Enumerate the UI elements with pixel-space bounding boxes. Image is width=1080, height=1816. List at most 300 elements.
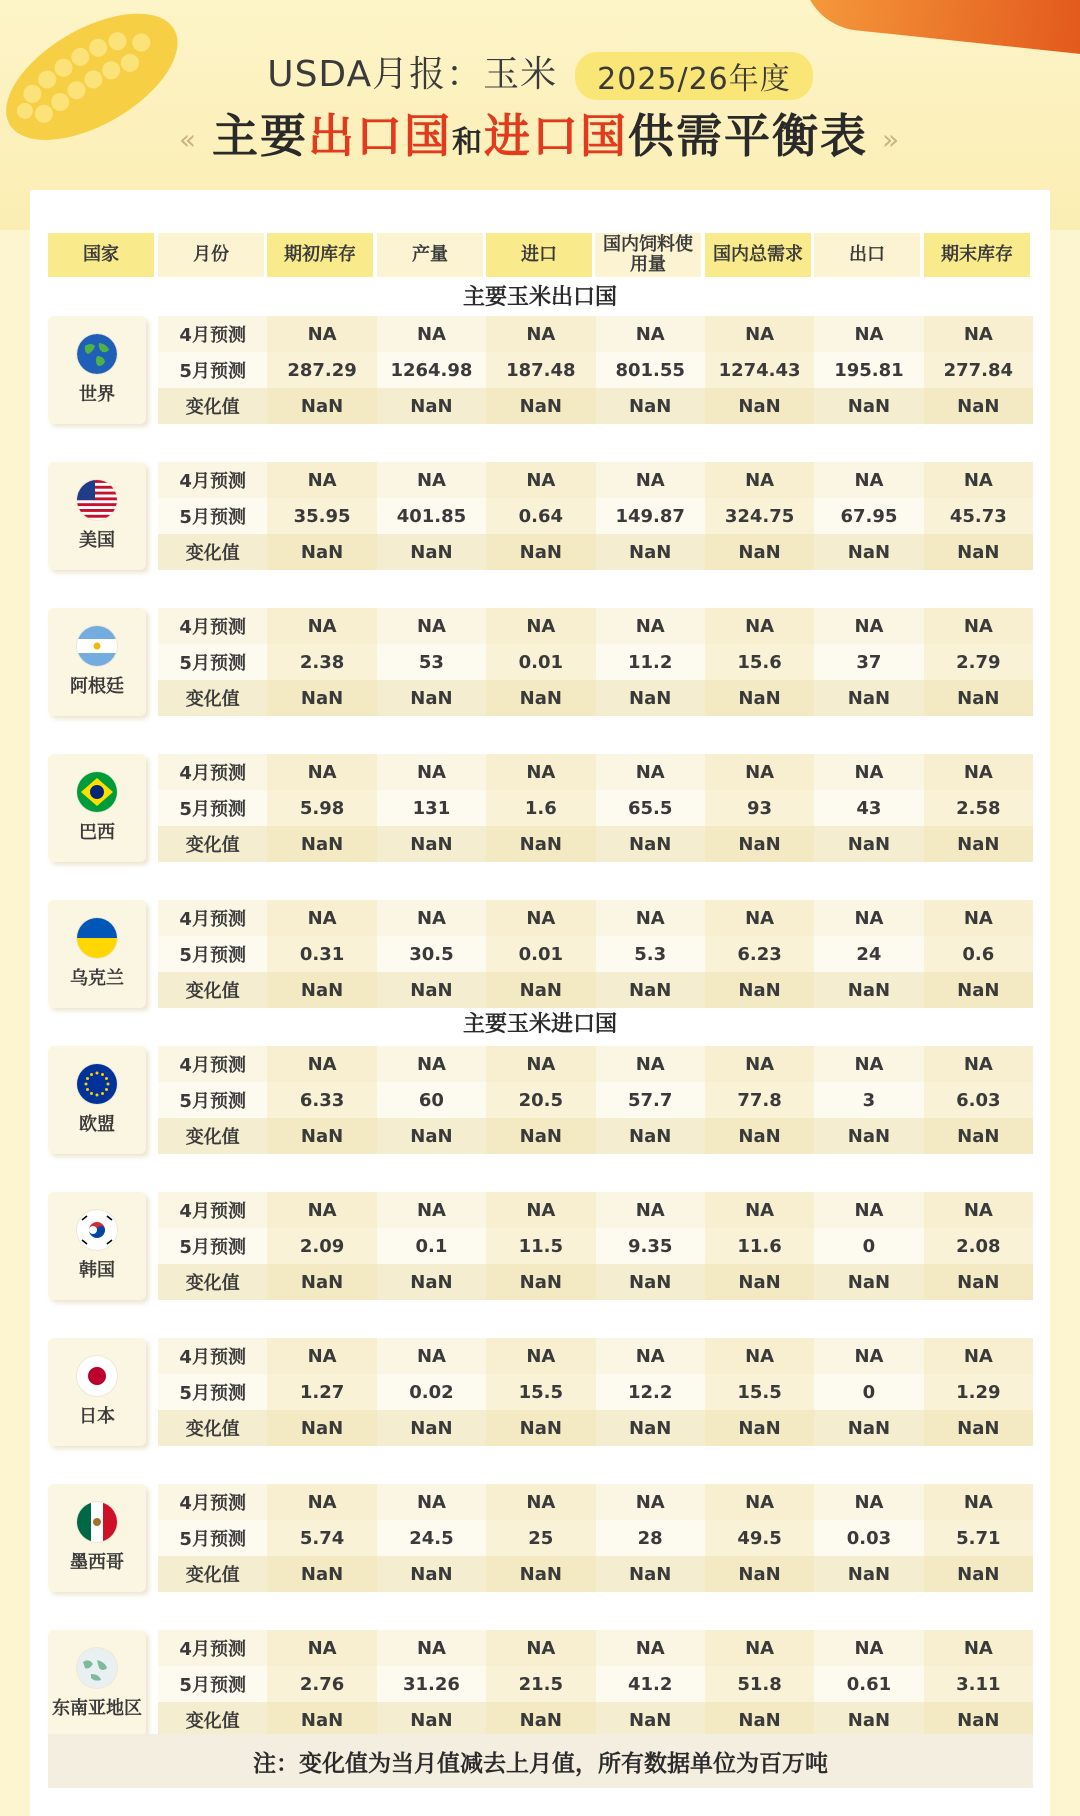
country-cell xyxy=(48,608,146,716)
value-cell: NaN xyxy=(267,972,376,1008)
country-block xyxy=(48,608,1033,716)
value-cell: NA xyxy=(635,615,665,637)
value-cell: NA xyxy=(635,907,665,929)
chevron-right-icon: » xyxy=(882,123,902,156)
value-cell: NaN xyxy=(705,826,814,862)
table-row xyxy=(158,900,1033,936)
value-cell: NA xyxy=(705,1338,814,1374)
value-cell: 401.85 xyxy=(396,505,467,527)
value-cell: NA xyxy=(924,1192,1033,1228)
value-cell: 24 xyxy=(856,943,882,965)
table-row xyxy=(158,1228,1033,1264)
value-cell: NA xyxy=(267,316,376,352)
value-cell: NaN xyxy=(267,1264,376,1300)
title-part: 供需平衡表 xyxy=(628,109,868,163)
value-cell: NA xyxy=(924,608,1033,644)
country-cell xyxy=(48,462,146,570)
value-cell: NA xyxy=(267,1338,376,1374)
country-name: 墨西哥 xyxy=(70,1552,124,1573)
value-cell: NA xyxy=(486,608,595,644)
value-cell: NaN xyxy=(267,680,376,716)
row-label: 5月预测 xyxy=(179,1237,246,1258)
value-cell: NA xyxy=(924,900,1033,936)
value-cell: 31.26 xyxy=(402,1673,460,1695)
value-cell: 21.5 xyxy=(486,1666,595,1702)
value-cell: 57.7 xyxy=(627,1089,673,1111)
value-cell: 37 xyxy=(856,651,882,673)
title-part: 和 xyxy=(452,125,484,160)
table-row xyxy=(158,352,1033,388)
value-cell: NA xyxy=(267,1484,376,1520)
value-cell: NA xyxy=(924,1338,1033,1374)
value-cell: NA xyxy=(486,462,595,498)
value-cell: NaN xyxy=(629,687,672,709)
value-cell: NA xyxy=(267,1630,376,1666)
table-row xyxy=(158,1410,1033,1446)
value-cell: 45.73 xyxy=(924,498,1033,534)
row-label: 4月预测 xyxy=(179,1639,246,1660)
table-row xyxy=(158,388,1033,424)
value-cell: NaN xyxy=(629,1709,672,1731)
row-label: 变化值 xyxy=(185,981,240,1002)
value-cell: NA xyxy=(854,1053,884,1075)
table-row xyxy=(158,644,1033,680)
value-cell: NaN xyxy=(629,1417,672,1439)
table-row xyxy=(158,1082,1033,1118)
row-label: 5月预测 xyxy=(179,361,246,382)
value-cell: NaN xyxy=(705,972,814,1008)
country-cell xyxy=(48,1630,146,1738)
value-cell: NA xyxy=(416,761,446,783)
value-cell: NA xyxy=(416,1053,446,1075)
country-block xyxy=(48,1192,1033,1300)
country-rows xyxy=(158,1630,1033,1738)
row-label: 5月预测 xyxy=(179,1383,246,1404)
table-row xyxy=(158,1520,1033,1556)
row-label: 4月预测 xyxy=(179,1201,246,1222)
value-cell: NaN xyxy=(924,1556,1033,1592)
value-cell: 35.95 xyxy=(267,498,376,534)
value-cell: NaN xyxy=(486,1264,595,1300)
value-cell: NA xyxy=(635,469,665,491)
value-cell: NA xyxy=(635,323,665,345)
value-cell: NaN xyxy=(486,1410,595,1446)
value-cell: 0 xyxy=(862,1235,876,1257)
value-cell: 2.09 xyxy=(267,1228,376,1264)
value-cell: 28 xyxy=(637,1527,663,1549)
row-label: 4月预测 xyxy=(179,1493,246,1514)
table-row xyxy=(158,1484,1033,1520)
row-label: 4月预测 xyxy=(179,909,246,930)
value-cell: NaN xyxy=(410,979,453,1001)
country-block xyxy=(48,754,1033,862)
country-rows xyxy=(158,462,1033,570)
country-name: 日本 xyxy=(79,1406,115,1427)
row-label: 5月预测 xyxy=(179,507,246,528)
value-cell: NA xyxy=(854,615,884,637)
value-cell: NA xyxy=(416,469,446,491)
value-cell: 6.23 xyxy=(705,936,814,972)
report-title xyxy=(0,46,1080,100)
value-cell: NaN xyxy=(410,833,453,855)
column-header: 月份 xyxy=(158,233,264,277)
value-cell: NaN xyxy=(847,687,891,709)
value-cell: NaN xyxy=(847,1709,891,1731)
southeast-asia-map-icon xyxy=(77,1648,117,1688)
value-cell: NA xyxy=(924,1046,1033,1082)
value-cell: 11.2 xyxy=(627,651,673,673)
row-label: 5月预测 xyxy=(179,1091,246,1112)
row-label: 变化值 xyxy=(185,1419,240,1440)
row-label: 5月预测 xyxy=(179,1529,246,1550)
table-row xyxy=(158,1118,1033,1154)
value-cell: NA xyxy=(416,1491,446,1513)
value-cell: NaN xyxy=(267,1118,376,1154)
value-cell: NaN xyxy=(705,534,814,570)
value-cell: NaN xyxy=(629,541,672,563)
footnote: 注：变化值为当月值减去上月值，所有数据单位为百万吨 xyxy=(48,1734,1033,1788)
table-row xyxy=(158,1630,1033,1666)
value-cell: NaN xyxy=(629,1563,672,1585)
country-name: 世界 xyxy=(79,384,115,405)
value-cell: NaN xyxy=(924,1410,1033,1446)
value-cell: NA xyxy=(486,316,595,352)
value-cell: NA xyxy=(486,1338,595,1374)
country-name: 欧盟 xyxy=(79,1114,115,1135)
value-cell: NaN xyxy=(705,388,814,424)
country-block xyxy=(48,1046,1033,1154)
value-cell: 0.01 xyxy=(486,644,595,680)
country-cell xyxy=(48,1338,146,1446)
row-label: 4月预测 xyxy=(179,325,246,346)
value-cell: 12.2 xyxy=(627,1381,673,1403)
value-cell: NA xyxy=(267,1046,376,1082)
chevron-left-icon: « xyxy=(178,123,198,156)
table-row xyxy=(158,316,1033,352)
value-cell: 11.5 xyxy=(486,1228,595,1264)
value-cell: 60 xyxy=(418,1089,444,1111)
country-name: 韩国 xyxy=(79,1260,115,1281)
value-cell: NA xyxy=(635,761,665,783)
table-row xyxy=(158,462,1033,498)
value-cell: NA xyxy=(416,907,446,929)
country-rows xyxy=(158,316,1033,424)
country-cell xyxy=(48,1192,146,1300)
value-cell: 5.71 xyxy=(924,1520,1033,1556)
value-cell: NA xyxy=(854,323,884,345)
ukraine-flag-icon xyxy=(77,918,117,958)
value-cell: NaN xyxy=(486,826,595,862)
country-cell xyxy=(48,900,146,1008)
value-cell: NaN xyxy=(267,534,376,570)
row-label: 变化值 xyxy=(185,1273,240,1294)
value-cell: NaN xyxy=(847,1271,891,1293)
value-cell: NaN xyxy=(410,1271,453,1293)
value-cell: 65.5 xyxy=(627,797,673,819)
value-cell: NA xyxy=(705,462,814,498)
value-cell: NaN xyxy=(924,972,1033,1008)
value-cell: 187.48 xyxy=(486,352,595,388)
value-cell: NA xyxy=(267,608,376,644)
value-cell: NA xyxy=(705,1484,814,1520)
value-cell: 0.02 xyxy=(409,1381,454,1403)
column-header: 产量 xyxy=(377,233,483,277)
value-cell: NaN xyxy=(847,833,891,855)
value-cell: NaN xyxy=(410,1709,453,1731)
value-cell: NA xyxy=(416,1199,446,1221)
year-badge: 2025/26年度 xyxy=(575,52,813,100)
column-header: 国内饲料使用量 xyxy=(595,233,701,277)
value-cell: NaN xyxy=(705,1702,814,1738)
row-label: 4月预测 xyxy=(179,1055,246,1076)
brazil-flag-icon xyxy=(77,772,117,812)
value-cell: NaN xyxy=(267,1410,376,1446)
value-cell: NaN xyxy=(629,833,672,855)
table-row xyxy=(158,1046,1033,1082)
value-cell: 6.33 xyxy=(267,1082,376,1118)
value-cell: NA xyxy=(854,1199,884,1221)
value-cell: NA xyxy=(267,462,376,498)
row-label: 变化值 xyxy=(185,543,240,564)
country-rows xyxy=(158,608,1033,716)
value-cell: NA xyxy=(486,1046,595,1082)
value-cell: 49.5 xyxy=(705,1520,814,1556)
country-rows xyxy=(158,900,1033,1008)
country-cell xyxy=(48,1046,146,1154)
argentina-flag-icon xyxy=(77,626,117,666)
value-cell: NaN xyxy=(924,534,1033,570)
value-cell: NaN xyxy=(410,1563,453,1585)
value-cell: 0.03 xyxy=(846,1527,892,1549)
value-cell: NA xyxy=(267,754,376,790)
country-rows xyxy=(158,1192,1033,1300)
value-cell: NA xyxy=(267,1192,376,1228)
value-cell: NaN xyxy=(705,1118,814,1154)
value-cell: 93 xyxy=(705,790,814,826)
country-rows xyxy=(158,1484,1033,1592)
value-cell: 2.38 xyxy=(267,644,376,680)
value-cell: 24.5 xyxy=(409,1527,454,1549)
value-cell: NaN xyxy=(486,534,595,570)
value-cell: NA xyxy=(705,1630,814,1666)
value-cell: 67.95 xyxy=(840,505,898,527)
title-part-highlight: 进口国 xyxy=(484,109,628,163)
value-cell: NaN xyxy=(410,1417,453,1439)
value-cell: 11.6 xyxy=(705,1228,814,1264)
country-block xyxy=(48,1484,1033,1592)
value-cell: NA xyxy=(486,1484,595,1520)
value-cell: NA xyxy=(705,1046,814,1082)
value-cell: 30.5 xyxy=(409,943,454,965)
value-cell: NA xyxy=(635,1637,665,1659)
value-cell: NaN xyxy=(705,1264,814,1300)
value-cell: NA xyxy=(924,316,1033,352)
country-rows xyxy=(158,1046,1033,1154)
value-cell: NaN xyxy=(924,388,1033,424)
value-cell: NaN xyxy=(629,1125,672,1147)
value-cell: 195.81 xyxy=(834,359,904,381)
column-header: 国家 xyxy=(48,233,154,277)
table-row xyxy=(158,534,1033,570)
value-cell: 15.5 xyxy=(486,1374,595,1410)
value-cell: 1264.98 xyxy=(390,359,473,381)
value-cell: NA xyxy=(635,1053,665,1075)
value-cell: NA xyxy=(854,761,884,783)
value-cell: NA xyxy=(854,1491,884,1513)
value-cell: NA xyxy=(924,754,1033,790)
country-name: 巴西 xyxy=(79,822,115,843)
value-cell: NaN xyxy=(486,388,595,424)
value-cell: NaN xyxy=(629,1271,672,1293)
value-cell: NaN xyxy=(847,979,891,1001)
value-cell: 1.27 xyxy=(267,1374,376,1410)
value-cell: NaN xyxy=(924,826,1033,862)
section-title-export: 主要玉米出口国 xyxy=(462,285,617,310)
value-cell: NA xyxy=(705,608,814,644)
value-cell: NaN xyxy=(267,826,376,862)
value-cell: 131 xyxy=(412,797,451,819)
value-cell: 2.76 xyxy=(267,1666,376,1702)
value-cell: NaN xyxy=(705,680,814,716)
country-cell xyxy=(48,316,146,424)
country-block xyxy=(48,900,1033,1008)
country-name: 美国 xyxy=(79,530,115,551)
table-row xyxy=(158,790,1033,826)
table-title xyxy=(0,100,1080,166)
column-header: 期末库存 xyxy=(924,233,1030,277)
value-cell: 149.87 xyxy=(615,505,685,527)
value-cell: NaN xyxy=(629,395,672,417)
value-cell: NA xyxy=(924,462,1033,498)
eu-flag-icon xyxy=(77,1064,117,1104)
row-label: 变化值 xyxy=(185,1127,240,1148)
globe-icon xyxy=(77,334,117,374)
table-row xyxy=(158,1374,1033,1410)
row-label: 5月预测 xyxy=(179,653,246,674)
value-cell: 5.3 xyxy=(634,943,667,965)
value-cell: NaN xyxy=(847,541,891,563)
table-row xyxy=(158,826,1033,862)
value-cell: 3 xyxy=(862,1089,876,1111)
value-cell: NA xyxy=(416,1637,446,1659)
value-cell: 5.74 xyxy=(267,1520,376,1556)
column-header: 期初库存 xyxy=(267,233,373,277)
country-block xyxy=(48,1630,1033,1738)
value-cell: NA xyxy=(705,754,814,790)
value-cell: NA xyxy=(416,1345,446,1367)
value-cell: NaN xyxy=(924,1702,1033,1738)
row-label: 4月预测 xyxy=(179,617,246,638)
value-cell: 3.11 xyxy=(924,1666,1033,1702)
value-cell: NaN xyxy=(847,1125,891,1147)
title-part: 主要 xyxy=(212,109,308,163)
section-title-import: 主要玉米进口国 xyxy=(462,1012,617,1037)
country-cell xyxy=(48,1484,146,1592)
country-name: 东南亚地区 xyxy=(52,1698,142,1719)
row-label: 变化值 xyxy=(185,1711,240,1732)
value-cell: NA xyxy=(924,1630,1033,1666)
country-block xyxy=(48,316,1033,424)
value-cell: 2.08 xyxy=(924,1228,1033,1264)
mexico-flag-icon xyxy=(77,1502,117,1542)
value-cell: NA xyxy=(854,469,884,491)
value-cell: 0.64 xyxy=(486,498,595,534)
value-cell: NaN xyxy=(486,1556,595,1592)
value-cell: 801.55 xyxy=(615,359,685,381)
value-cell: NaN xyxy=(486,680,595,716)
value-cell: NA xyxy=(635,1491,665,1513)
table-row xyxy=(158,1556,1033,1592)
table-row xyxy=(158,1338,1033,1374)
value-cell: 0.61 xyxy=(846,1673,892,1695)
value-cell: 15.6 xyxy=(705,644,814,680)
table-row xyxy=(158,972,1033,1008)
value-cell: 43 xyxy=(856,797,882,819)
value-cell: NaN xyxy=(267,1556,376,1592)
table-row xyxy=(158,936,1033,972)
column-header: 国内总需求 xyxy=(705,233,811,277)
title-text: USDA月报：玉米 xyxy=(267,54,558,95)
country-block xyxy=(48,462,1033,570)
title-part-highlight: 出口国 xyxy=(308,109,452,163)
value-cell: 20.5 xyxy=(486,1082,595,1118)
country-name: 乌克兰 xyxy=(70,968,124,989)
value-cell: 53 xyxy=(418,651,444,673)
row-label: 5月预测 xyxy=(179,945,246,966)
value-cell: NaN xyxy=(410,687,453,709)
korea-flag-icon xyxy=(77,1210,117,1250)
value-cell: 9.35 xyxy=(627,1235,673,1257)
value-cell: 277.84 xyxy=(924,352,1033,388)
value-cell: NA xyxy=(705,316,814,352)
value-cell: NaN xyxy=(924,680,1033,716)
value-cell: NaN xyxy=(847,1563,891,1585)
value-cell: NA xyxy=(416,615,446,637)
value-cell: NaN xyxy=(486,1702,595,1738)
row-label: 4月预测 xyxy=(179,763,246,784)
country-cell xyxy=(48,754,146,862)
value-cell: NA xyxy=(486,1192,595,1228)
value-cell: NaN xyxy=(486,1118,595,1154)
value-cell: NA xyxy=(635,1199,665,1221)
value-cell: NaN xyxy=(486,972,595,1008)
value-cell: NA xyxy=(705,900,814,936)
value-cell: NaN xyxy=(410,1125,453,1147)
country-name: 阿根廷 xyxy=(70,676,124,697)
country-rows xyxy=(158,1338,1033,1446)
japan-flag-icon xyxy=(77,1356,117,1396)
value-cell: NA xyxy=(854,907,884,929)
row-label: 变化值 xyxy=(185,835,240,856)
value-cell: NA xyxy=(486,1630,595,1666)
row-label: 变化值 xyxy=(185,689,240,710)
value-cell: 0.6 xyxy=(924,936,1033,972)
value-cell: 1274.43 xyxy=(705,352,814,388)
value-cell: NaN xyxy=(267,388,376,424)
value-cell: 2.58 xyxy=(924,790,1033,826)
value-cell: 324.75 xyxy=(705,498,814,534)
table-row xyxy=(158,754,1033,790)
value-cell: NaN xyxy=(924,1264,1033,1300)
value-cell: 2.79 xyxy=(924,644,1033,680)
value-cell: 0 xyxy=(862,1381,876,1403)
value-cell: NaN xyxy=(267,1702,376,1738)
column-header: 出口 xyxy=(814,233,920,277)
row-label: 变化值 xyxy=(185,397,240,418)
value-cell: 287.29 xyxy=(267,352,376,388)
value-cell: NaN xyxy=(705,1556,814,1592)
value-cell: NaN xyxy=(629,979,672,1001)
